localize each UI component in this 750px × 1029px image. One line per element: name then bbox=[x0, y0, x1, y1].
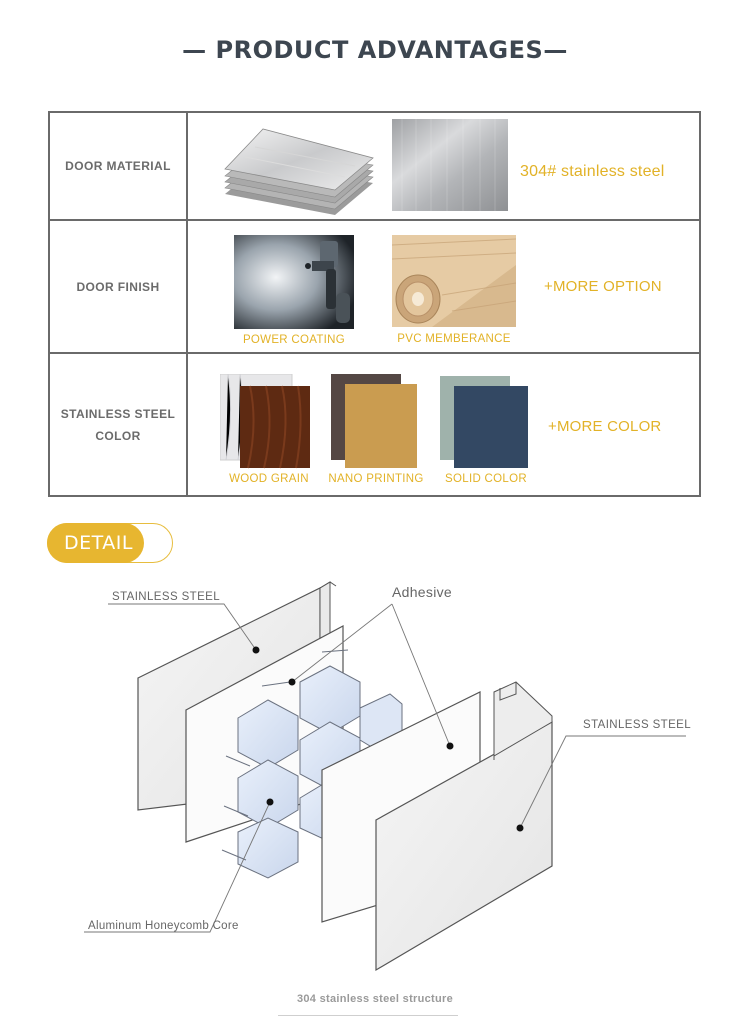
row-label: DOOR MATERIAL bbox=[50, 113, 188, 219]
label-core: Aluminum Honeycomb Core bbox=[88, 920, 239, 932]
row-door-finish bbox=[50, 221, 699, 354]
row-steel-color bbox=[50, 354, 699, 495]
structure-caption: 304 stainless steel structure bbox=[296, 993, 454, 1005]
nano-printing-swatch bbox=[331, 374, 421, 470]
pvc-roll-image bbox=[392, 235, 516, 327]
row-label: DOOR FINISH bbox=[50, 221, 188, 352]
label-steel-right: STAINLESS STEEL bbox=[583, 719, 692, 731]
wood-grain-swatch bbox=[220, 374, 314, 470]
row-door-material bbox=[50, 113, 699, 221]
caption-power-coating: POWER COATING bbox=[242, 334, 346, 346]
row-label: STAINLESS STEEL COLOR bbox=[50, 354, 188, 495]
product-advantages-table bbox=[48, 111, 701, 497]
caption-wood-grain: WOOD GRAIN bbox=[229, 473, 309, 485]
detail-tab bbox=[47, 523, 173, 563]
page-title: — PRODUCT ADVANTAGES— bbox=[182, 36, 568, 64]
finish-note: +MORE OPTION bbox=[544, 278, 662, 295]
spray-coating-image bbox=[234, 235, 354, 329]
color-note: +MORE COLOR bbox=[548, 418, 662, 435]
brushed-steel-swatch bbox=[392, 119, 508, 211]
structure-diagram bbox=[0, 570, 750, 980]
steel-sheets-image bbox=[215, 119, 375, 217]
caption-pvc: PVC MEMBERANCE bbox=[397, 333, 511, 345]
material-note: 304# stainless steel bbox=[520, 163, 665, 180]
detail-label: DETAIL bbox=[64, 532, 133, 554]
caption-solid-color: SOLID COLOR bbox=[445, 473, 527, 485]
label-steel-left: STAINLESS STEEL bbox=[112, 591, 221, 603]
solid-color-swatch bbox=[440, 376, 532, 470]
caption-underline bbox=[278, 1015, 458, 1016]
caption-nano-printing: NANO PRINTING bbox=[328, 473, 424, 485]
label-adhesive: Adhesive bbox=[392, 584, 452, 600]
